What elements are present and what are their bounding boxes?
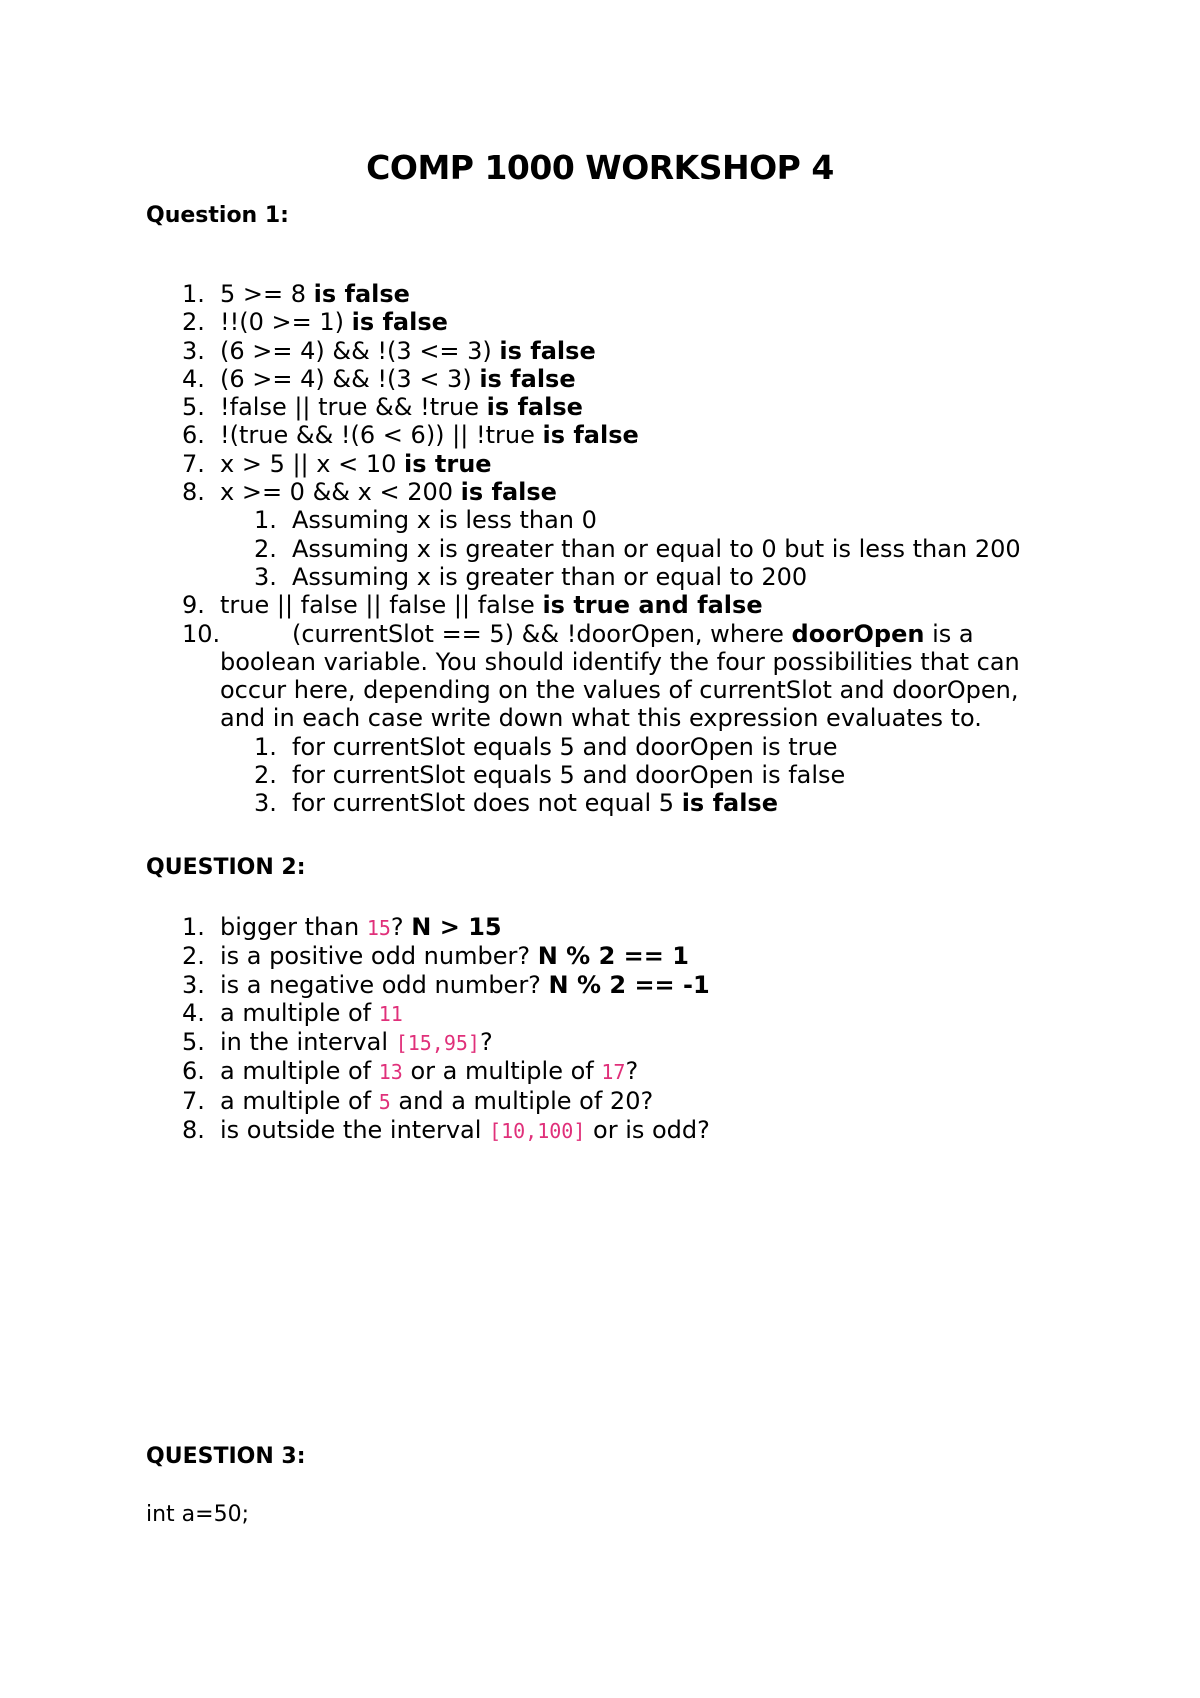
expression: x > 5 || x < 10 [220,449,405,478]
list-item: 5. in the interval [15,95]? [182,1028,493,1057]
answer: is false [479,364,576,393]
answer: N > 15 [411,913,502,941]
expression: true || false || false || false [220,591,543,620]
expression: !!(0 >= 1) [220,308,352,337]
list-item: 3. (6 >= 4) && !(3 <= 3) is false [182,336,596,365]
expression: !(true && !(6 < 6)) || !true [220,421,543,450]
expression: 5 >= 8 [220,280,314,308]
answer: is false [499,336,596,365]
list-item: 1. 5 >= 8 is false [182,280,410,308]
variable-name: doorOpen [791,619,925,648]
list-item: 4. (6 >= 4) && !(3 < 3) is false [182,364,576,393]
list-item: 2. for currentSlot equals 5 and doorOpen is false [254,761,846,790]
answer: is false [681,789,778,818]
list-item: 2. !!(0 >= 1) is false [182,308,448,337]
question-1-list [182,280,1062,818]
document-title: COMP 1000 WORKSHOP 4 [366,148,834,187]
expression: (6 >= 4) && !(3 <= 3) [220,336,500,365]
code-value: [10,100] [489,1119,586,1144]
code-value: 11 [378,1001,403,1026]
answer: is false [460,478,557,507]
question-2-list [182,913,1062,1145]
question-1-heading: Question 1: [146,203,289,228]
list-item: 3. for currentSlot does not equal 5 is false [254,789,778,818]
answer: N % 2 == -1 [548,970,710,999]
list-item: 3. Assuming x is greater than or equal to 200 [254,562,808,591]
list-item: 1. for currentSlot equals 5 and doorOpen is true [254,732,838,761]
list-item: 5. !false || true && !true is false [182,393,583,422]
question-3-heading: QUESTION 3: [146,1444,306,1469]
list-item: 9. true || false || false || false is true and false [182,591,763,620]
code-value: [15,95] [395,1031,480,1056]
list-item: 8. is outside the interval [10,100] or is odd? [182,1116,710,1145]
item-10-description: is a boolean variable. You should identify the four possibilities that can occur here, depending on the values of currentSlot and doorOpen, and in each case write down what this expression evaluates to. [220,619,1020,733]
code-value: 17 [601,1060,626,1085]
list-item: 1. bigger than 15? N > 15 [182,913,502,941]
item-8-sublist [220,506,1062,591]
list-item: 1. Assuming x is less than 0 [254,506,597,535]
code-line: int a=50; [146,1502,249,1527]
code-value: 5 [378,1089,391,1114]
list-item: 2. Assuming x is greater than or equal to 0 but is less than 200 [254,534,1021,563]
code-value: 13 [378,1060,403,1085]
answer: is false [313,280,410,308]
expression: (6 >= 4) && !(3 < 3) [220,364,480,393]
expression: x >= 0 && x < 200 [220,478,461,507]
list-item: 8. x >= 0 && x < 200 is false 1. Assuming x is less than 0 2. Assuming x is greater than or equal to 0 but is less than 200 3. Assuming x is greater than or equal to 200 [182,478,1062,591]
list-item: 7. a multiple of 5 and a multiple of 20? [182,1086,654,1115]
list-item: 4. a multiple of 11 [182,998,403,1027]
answer: is false [351,308,448,337]
answer: is true [404,449,492,478]
list-item: 7. x > 5 || x < 10 is true [182,449,492,478]
list-item: 6. !(true && !(6 < 6)) || !true is false [182,421,639,450]
list-item: 10. (currentSlot == 5) && !doorOpen, where doorOpen is a boolean variable. You should identify the four possibilities that can occur here, depending on the values of currentSlot and doorOpen, and in each case write down what this expression evaluates to. 1. for currentSlot equals 5 and doorOpen is true 2. for currentSlot equals 5 and doorOpen is false 3. for currentSlot does not equal 5 is false [182,620,1062,818]
answer: is false [542,421,639,450]
question-2-heading: QUESTION 2: [146,855,306,880]
expression: (currentSlot == 5) && !doorOpen, where [292,619,792,648]
answer: N % 2 == 1 [537,942,689,971]
code-value: 15 [366,916,391,940]
item-10-sublist [220,733,1062,818]
list-item: 3. is a negative odd number? N % 2 == -1 [182,970,710,999]
answer: is false [486,393,583,422]
expression: !false || true && !true [220,393,487,422]
answer: is true and false [542,591,763,620]
list-item: 2. is a positive odd number? N % 2 == 1 [182,942,689,971]
list-item: 6. a multiple of 13 or a multiple of 17? [182,1057,639,1086]
